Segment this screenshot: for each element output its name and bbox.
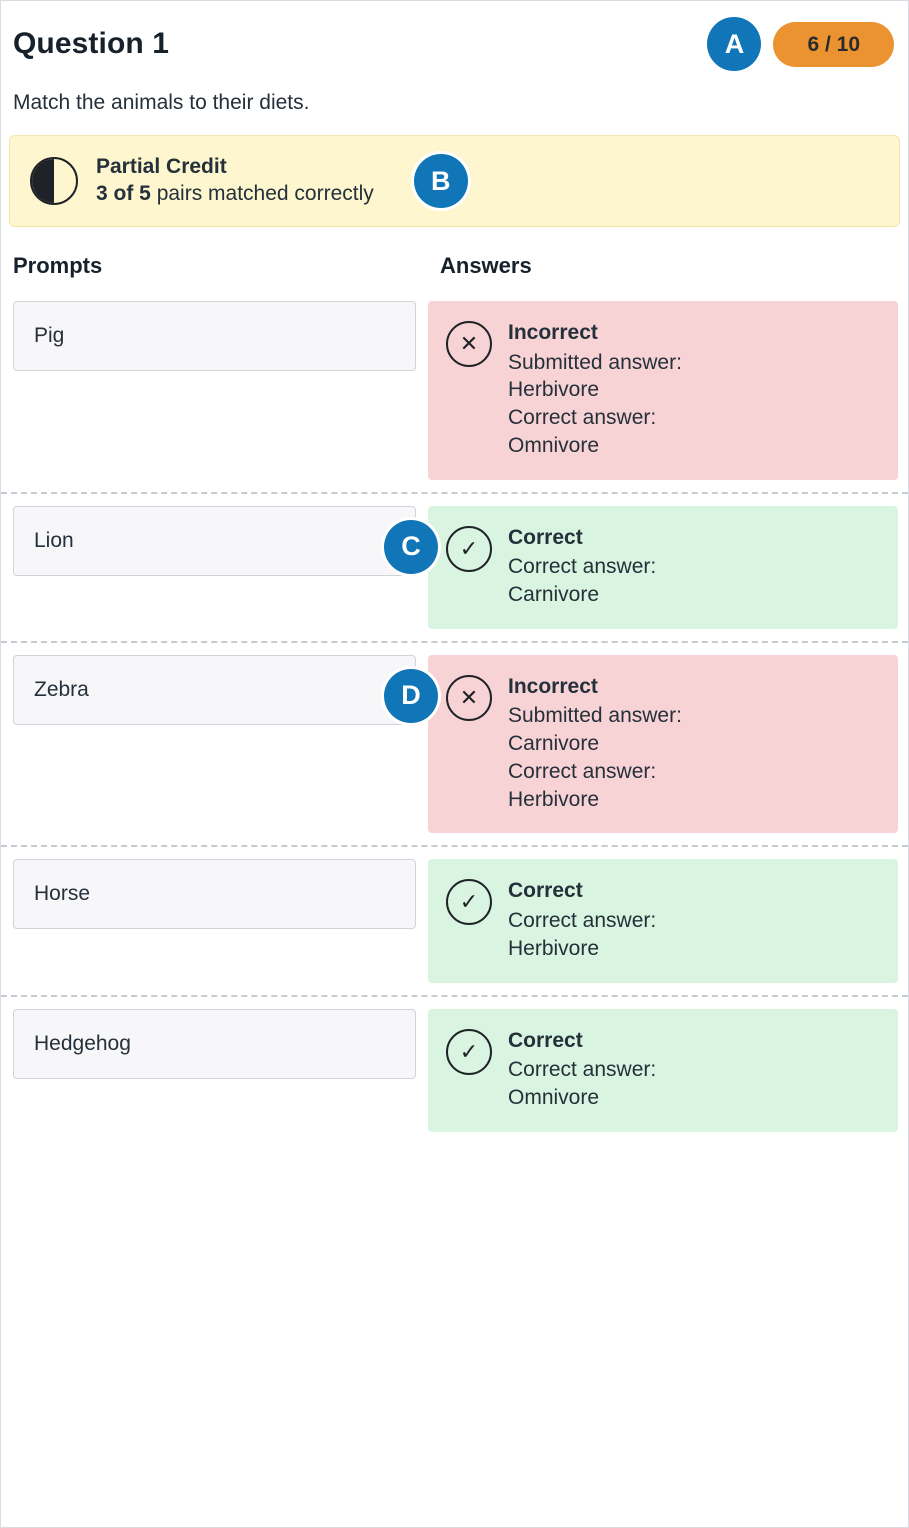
partial-credit-subtitle: [96, 181, 374, 208]
check-circle-icon: ✓: [446, 1029, 492, 1075]
submitted-answer-label: Submitted answer:: [508, 350, 682, 374]
status-badge: Correct: [508, 1028, 583, 1052]
annotation-bubble-d: D: [384, 669, 438, 723]
answer-text: [508, 319, 682, 460]
prompt-cell: [1, 494, 428, 641]
answer-box-correct: [428, 1009, 898, 1132]
answer-text: [508, 524, 656, 609]
answer-text: [508, 877, 656, 962]
submitted-answer-value: Carnivore: [508, 732, 600, 756]
prompt-cell: [1, 847, 428, 994]
answer-cell: [428, 494, 908, 641]
status-badge: Incorrect: [508, 674, 598, 698]
table-row: [1, 643, 908, 848]
correct-answer-value: Herbivore: [508, 787, 600, 811]
table-row: [1, 847, 908, 996]
partial-credit-banner: [9, 135, 900, 227]
answer-cell: [428, 289, 908, 492]
prompt-box[interactable]: Lion: [13, 506, 416, 576]
half-filled-circle-icon: [30, 157, 78, 205]
annotation-bubble-b: B: [414, 154, 468, 208]
answer-box-incorrect: [428, 301, 898, 480]
answer-text: [508, 1027, 656, 1112]
table-row: [1, 997, 908, 1144]
answer-box-correct: [428, 859, 898, 982]
column-header-prompts: Prompts: [13, 253, 103, 278]
column-headers: [1, 227, 908, 289]
answer-text: [508, 673, 682, 814]
correct-answer-value: Carnivore: [508, 583, 600, 607]
prompt-cell: [1, 643, 428, 846]
status-badge: Incorrect: [508, 321, 598, 344]
prompt-cell: [1, 289, 428, 492]
partial-credit-text: [96, 154, 374, 208]
cross-circle-icon: ✕: [446, 675, 492, 721]
answer-cell: [428, 643, 908, 846]
correct-answer-label: Correct answer:: [508, 406, 657, 430]
correct-answer-value: Herbivore: [508, 936, 600, 960]
cross-circle-icon: ✕: [446, 321, 492, 367]
status-badge: Correct: [508, 525, 583, 549]
table-row: [1, 289, 908, 494]
credit-bubble-wrap: [414, 154, 468, 208]
correct-answer-label: Correct answer:: [508, 909, 657, 933]
prompt-box[interactable]: Zebra: [13, 655, 416, 725]
status-badge: Correct: [508, 879, 583, 903]
prompt-box[interactable]: Hedgehog: [13, 1009, 416, 1079]
correct-answer-label: Correct answer:: [508, 1058, 657, 1082]
check-circle-icon: ✓: [446, 526, 492, 572]
answer-box-incorrect: [428, 655, 898, 834]
annotation-bubble-c: C: [384, 520, 438, 574]
table-row: [1, 494, 908, 643]
correct-answer-value: Omnivore: [508, 433, 600, 457]
answer-cell: [428, 847, 908, 994]
prompt-box[interactable]: Pig: [13, 301, 416, 371]
partial-credit-count: 3 of 5: [96, 182, 151, 205]
partial-credit-suffix: pairs matched correctly: [150, 182, 374, 205]
answer-cell: [428, 997, 908, 1144]
submitted-answer-label: Submitted answer:: [508, 704, 682, 728]
correct-answer-label: Correct answer:: [508, 759, 657, 783]
header-right-group: [707, 17, 896, 71]
question-prompt: Match the animals to their diets.: [13, 91, 310, 114]
question-header: [1, 1, 908, 71]
partial-credit-title: Partial Credit: [96, 155, 227, 179]
submitted-answer-value: Herbivore: [508, 378, 600, 402]
prompt-cell: [1, 997, 428, 1144]
page-title: Question 1: [13, 27, 170, 60]
correct-answer-value: Omnivore: [508, 1085, 600, 1109]
score-badge: 6 / 10: [773, 22, 894, 67]
prompt-box[interactable]: Horse: [13, 859, 416, 929]
column-header-answers: Answers: [440, 253, 532, 278]
answer-box-correct: [428, 506, 898, 629]
correct-answer-label: Correct answer:: [508, 555, 657, 579]
check-circle-icon: ✓: [446, 879, 492, 925]
match-rows: [1, 289, 908, 1144]
annotation-bubble-a: A: [707, 17, 761, 71]
